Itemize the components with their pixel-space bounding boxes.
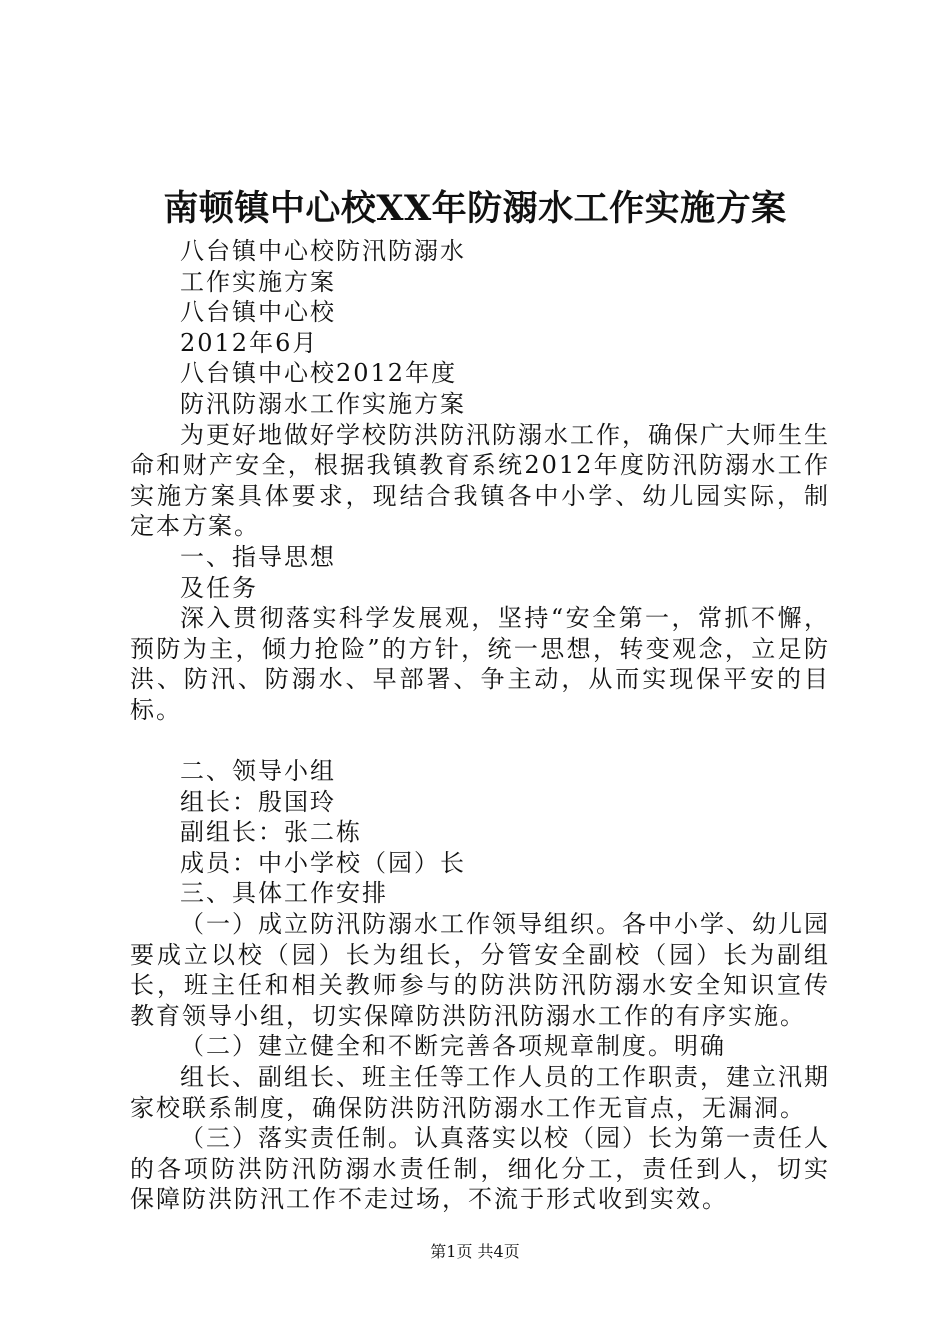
document-body xyxy=(130,236,830,1215)
document-title: 南顿镇中心校XX年防溺水工作实施方案 xyxy=(163,188,787,229)
intro-paragraph: 为更好地做好学校防洪防汛防溺水工作，确保广大师生生命和财产安全，根据我镇教育系统2012年度防汛防溺水工作实施方案具体要求，现结合我镇各中小学、幼儿园实际，制定本方案。 xyxy=(130,420,830,541)
text-line: 八台镇中心校2012年度 xyxy=(180,359,458,388)
section-heading: 一、指导思想 xyxy=(180,542,336,571)
page-footer: 第1页 共4页 xyxy=(430,1242,520,1261)
section-paragraph: 深入贯彻落实科学发展观，坚持“安全第一，常抓不懈，预防为主，倾力抢险”的方针，统一思想，转变观念，立足防洪、防汛、防溺水、早部署、争主动，从而实现保平安的目标。 xyxy=(130,604,830,724)
members-line: 成员：中小学校（园）长 xyxy=(180,848,466,877)
blank-line xyxy=(130,726,830,757)
text-line: 防汛防溺水工作实施方案 xyxy=(180,389,466,418)
section-paragraph: （三）落实责任制。认真落实以校（园）长为第一责任人的各项防洪防汛防溺水责任制，细化分工，责任到人，切实保障防洪防汛工作不走过场，不流于形式收到实效。 xyxy=(130,1124,830,1214)
section-heading: 二、领导小组 xyxy=(180,757,336,786)
section-heading: 三、具体工作安排 xyxy=(180,879,388,908)
section-paragraph: （一）成立防汛防溺水工作领导组织。各中小学、幼儿园要成立以校（园）长为组长，分管安全副校（园）长为副组长，班主任和相关教师参与的防洪防汛防溺水安全知识宣传教育领导小组，切实保障防洪防汛防溺水工作的有序实施。 xyxy=(130,910,830,1030)
text-line: 工作实施方案 xyxy=(180,267,336,296)
deputy-line: 副组长：张二栋 xyxy=(180,818,362,847)
text-line: 八台镇中心校防汛防溺水 xyxy=(180,237,466,265)
leader-line: 组长：殷国玲 xyxy=(180,787,336,816)
section-heading-continued: 及任务 xyxy=(180,573,258,602)
section-paragraph: 组长、副组长、班主任等工作人员的工作职责，建立汛期家校联系制度，确保防洪防汛防溺水工作无盲点，无漏洞。 xyxy=(130,1063,830,1122)
section-paragraph: （二）建立健全和不断完善各项规章制度。明确 xyxy=(180,1032,726,1061)
text-line: 2012年6月 xyxy=(180,328,319,357)
text-line: 八台镇中心校 xyxy=(180,298,336,327)
